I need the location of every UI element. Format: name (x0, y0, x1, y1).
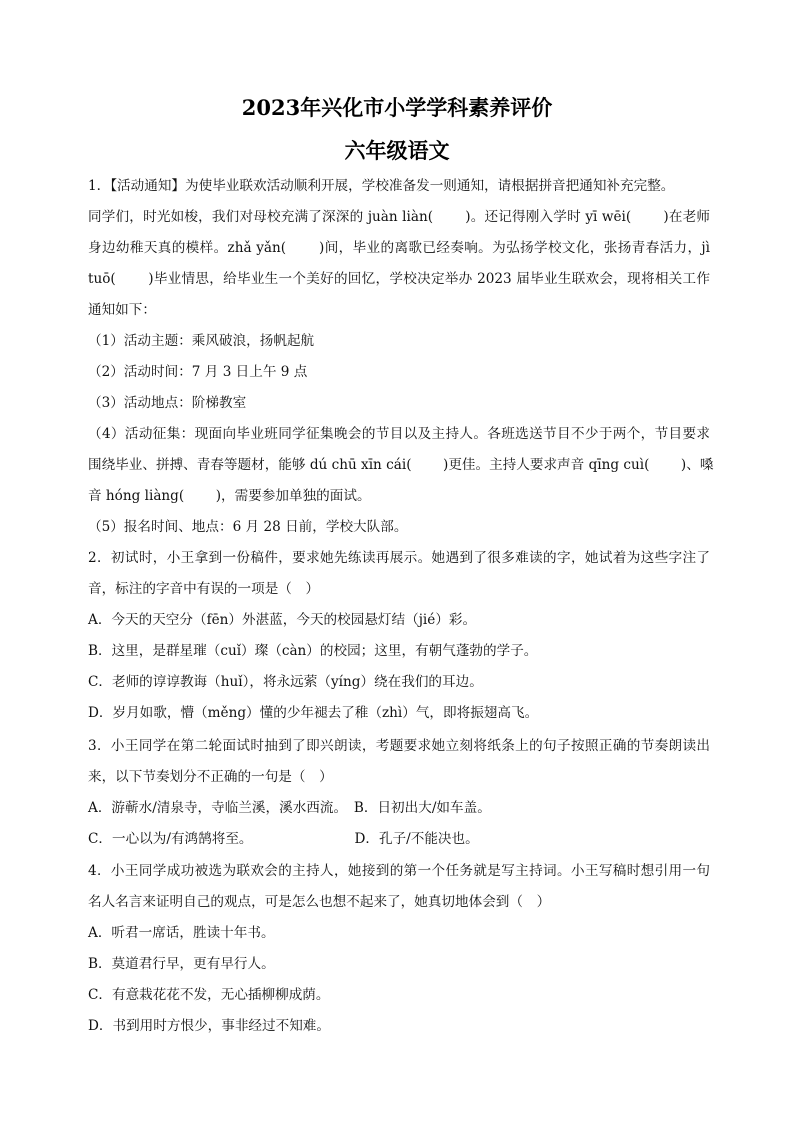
notice-item: （3）活动地点：阶梯教室 (88, 395, 247, 411)
q2-option-a: A．今天的天空分（fēn）外湛蓝，今天的校园悬灯结（jié）彩。 (88, 612, 477, 628)
notice-text-line: 通知如下： (88, 302, 156, 318)
q3-stem: 3．小王同学在第二轮面试时抽到了即兴朗读，考题要求她立刻将纸条上的句子按照正确的节奏朗读出 (88, 738, 710, 754)
q2-option-c: C．老师的谆谆教诲（huǐ），将永远萦（yíng）绕在我们的耳边。 (88, 674, 483, 690)
q4-stem: 4．小王同学成功被选为联欢会的主持人，她接到的第一个任务就是写主持词。小王写稿时想引用一句 (88, 863, 710, 879)
notice-item: （5）报名时间、地点：6 月 28 日前，学校大队部。 (88, 519, 408, 535)
notice-text-line: 围绕毕业、拼搏、青春等题材，能够 dú chū xīn cái( )更佳。主持人要求声音 qīng cuì( )、嗓 (88, 457, 714, 473)
notice-text-line: tuō( )毕业情思，给毕业生一个美好的回忆，学校决定举办 2023 届毕业生联欢会，现将相关工作 (88, 271, 710, 287)
q4-option-d: D．书到用时方恨少，事非经过不知难。 (88, 1018, 330, 1034)
q3-options-cd: C．一心以为/有鸿鹄将至。 D．孔子/不能决也。 (88, 831, 479, 847)
notice-text-line: 音 hóng liàng( )，需要参加单独的面试。 (88, 488, 371, 504)
q4-option-b: B．莫道君行早，更有早行人。 (88, 956, 275, 972)
exam-subtitle: 六年级语文 (344, 138, 450, 163)
q2-stem: 2．初试时，小王拿到一份稿件，要求她先练读再展示。她遇到了很多难读的字，她试着为这些字注了 (88, 550, 710, 566)
q4-stem-cont: 名人名言来证明自己的观点，可是怎么也想不起来了，她真切地体会到（ ） (88, 894, 551, 910)
notice-text-line: 同学们，时光如梭，我们对母校充满了深深的 juàn liàn( )。还记得刚入学时 yī wēi( )在老师 (88, 209, 710, 225)
q4-option-a: A．听君一席话，胜读十年书。 (88, 925, 275, 941)
q2-option-d: D．岁月如歌，懵（měng）懂的少年褪去了稚（zhì）气，即将振翅高飞。 (88, 705, 539, 721)
q1-stem: 1．【活动通知】为使毕业联欢活动顺利开展，学校准备发一则通知，请根据拼音把通知补充完整。 (88, 178, 675, 194)
notice-item: （2）活动时间：7 月 3 日上午 9 点 (88, 364, 308, 380)
notice-text-line: 身边幼稚天真的模样。zhǎ yǎn( )间，毕业的离歌已经奏响。为弘扬学校文化，张扬青春活力，jì (88, 240, 710, 256)
exam-title: 2023年兴化市小学学科素养评价 (241, 95, 553, 120)
notice-item: （1）活动主题：乘风破浪，扬帆起航 (88, 333, 315, 349)
q3-options-ab: A．游蕲水/清泉寺，寺临兰溪，溪水西流。 B．日初出大/如车盖。 (88, 800, 491, 816)
notice-item: （4）活动征集：现面向毕业班同学征集晚会的节目以及主持人。各班选送节目不少于两个，节目要求 (88, 426, 710, 442)
q4-option-c: C．有意栽花花不发，无心插柳柳成荫。 (88, 987, 330, 1003)
q2-option-b: B．这里，是群星璀（cuǐ）璨（càn）的校园；这里，有朝气蓬勃的学子。 (88, 643, 538, 659)
q3-stem-cont: 来，以下节奏划分不正确的一句是（ ） (88, 769, 333, 785)
q2-stem-cont: 音，标注的字音中有误的一项是（ ） (88, 581, 320, 597)
